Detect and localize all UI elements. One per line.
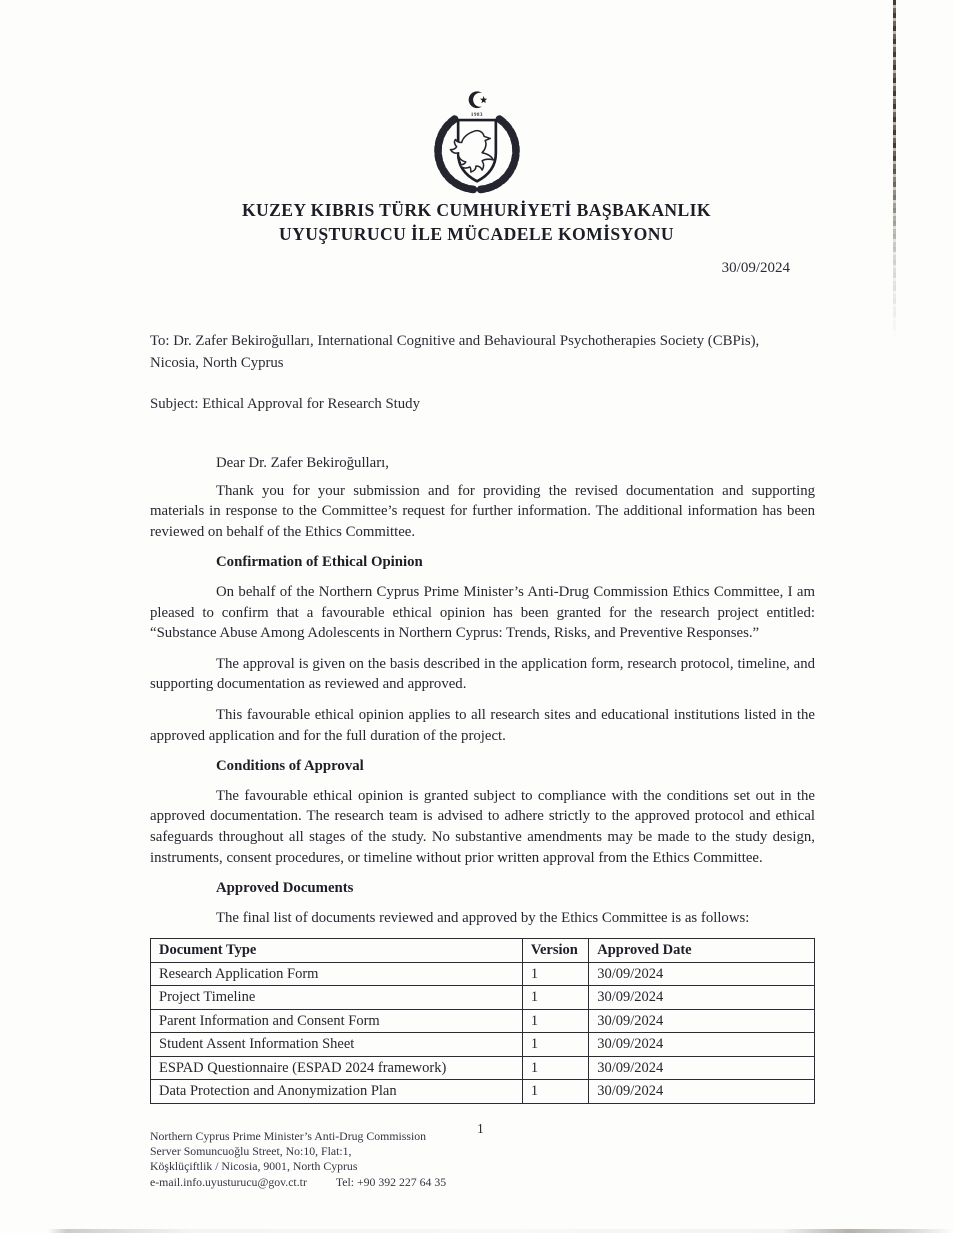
cell-version: 1 <box>522 986 588 1010</box>
cell-approved-date: 30/09/2024 <box>589 1056 815 1080</box>
org-name-line2: UYUŞTURUCU İLE MÜCADELE KOMİSYONU <box>279 224 674 244</box>
footer-email: e-mail.info.uyusturucu@gov.ct.tr <box>150 1174 307 1189</box>
org-name-line1: KUZEY KIBRIS TÜRK CUMHURİYETİ BAŞBAKANLIK <box>241 200 712 220</box>
letterhead <box>0 88 953 246</box>
footer-phone: Tel: +90 392 227 64 35 <box>335 1174 447 1189</box>
footer-contact-block <box>150 1129 710 1190</box>
column-header-version: Version <box>522 939 588 963</box>
scan-artifact-bottom-edge <box>0 1229 953 1233</box>
column-header-approved-date: Approved Date <box>589 939 815 963</box>
paragraph-confirmation: On behalf of the Northern Cyprus Prime Minister’s Anti-Drug Commission Ethics Committee, I am pleased to confirm that a favourable ethical opinion has been granted for the research project entitled: “Substance Abuse Among Adolescents in Northern Cyprus: Trends, Risks, and Preventive Responses.” <box>150 583 815 642</box>
paragraph-scope: This favourable ethical opinion applies to all research sites and educational institutions listed in the approved application and for the full duration of the project. <box>150 706 815 744</box>
table-row <box>151 962 815 986</box>
salutation: Dear Dr. Zafer Bekiroğulları, <box>216 455 389 471</box>
cell-version: 1 <box>522 1080 588 1104</box>
paragraph-conditions: The favourable ethical opinion is granted subject to compliance with the conditions set out in the approved documentation. The research team is advised to adhere strictly to the approved protocol and ethical safeguards throughout all stages of the study. No substantive amendments may be made to the study design, instruments, consent procedures, or timeline without prior written approval from the Ethics Committee. <box>150 787 815 866</box>
cell-version: 1 <box>522 1009 588 1033</box>
footer-contact-line <box>150 1175 710 1190</box>
footer-org-name: Northern Cyprus Prime Minister’s Anti-Drug Commission <box>150 1129 427 1143</box>
table-row <box>151 1056 815 1080</box>
subject-line: Subject: Ethical Approval for Research Study <box>150 396 420 412</box>
recipient-line: To: Dr. Zafer Bekiroğulları, International Cognitive and Behavioural Psychotherapies Society (CBPis), <box>150 333 760 349</box>
recipient-line: Nicosia, North Cyprus <box>150 354 284 371</box>
table-header-row <box>151 939 815 963</box>
cell-document-type: Research Application Form <box>151 962 523 986</box>
cell-document-type: Student Assent Information Sheet <box>151 1033 523 1057</box>
section-heading-approved-documents: Approved Documents <box>216 880 354 897</box>
table-row <box>151 986 815 1010</box>
table-row <box>151 1033 815 1057</box>
paragraph-intro: Thank you for your submission and for providing the revised documentation and supporting materials in response to the Committee’s request for further information. The additional information has been reviewed on behalf of the Ethics Committee. <box>150 482 815 540</box>
recipient-address <box>150 331 850 374</box>
cell-version: 1 <box>522 1056 588 1080</box>
table-row <box>151 1009 815 1033</box>
cell-document-type: ESPAD Questionnaire (ESPAD 2024 framework) <box>151 1056 523 1080</box>
cell-approved-date: 30/09/2024 <box>589 962 815 986</box>
cell-version: 1 <box>522 1033 588 1057</box>
section-heading-conditions: Conditions of Approval <box>216 758 364 775</box>
letter-date: 30/09/2024 <box>721 260 790 276</box>
cell-approved-date: 30/09/2024 <box>589 1080 815 1104</box>
letter-body <box>150 453 815 1104</box>
column-header-document-type: Document Type <box>151 939 523 963</box>
trnc-coat-of-arms-emblem <box>415 88 539 194</box>
paragraph-documents-list-intro: The final list of documents reviewed and approved by the Ethics Committee is as follows: <box>216 909 750 926</box>
cell-version: 1 <box>522 962 588 986</box>
table-row <box>151 1080 815 1104</box>
paragraph-approval-basis: The approval is given on the basis described in the application form, research protocol, timeline, and supporting documentation as reviewed and approved. <box>150 655 815 693</box>
footer-address-line2: Köşklüçiftlik / Nicosia, 9001, North Cyprus <box>150 1159 358 1174</box>
cell-approved-date: 30/09/2024 <box>589 986 815 1010</box>
approved-documents-table <box>150 938 815 1104</box>
cell-document-type: Project Timeline <box>151 986 523 1010</box>
section-heading-confirmation: Confirmation of Ethical Opinion <box>216 554 423 571</box>
cell-document-type: Data Protection and Anonymization Plan <box>151 1080 523 1104</box>
svg-text:1983: 1983 <box>470 113 483 119</box>
footer-address-line1: Server Somuncuoğlu Street, No:10, Flat:1, <box>150 1144 352 1159</box>
cell-approved-date: 30/09/2024 <box>589 1033 815 1057</box>
cell-approved-date: 30/09/2024 <box>589 1009 815 1033</box>
page-number: 1 <box>477 1121 484 1136</box>
cell-document-type: Parent Information and Consent Form <box>151 1009 523 1033</box>
